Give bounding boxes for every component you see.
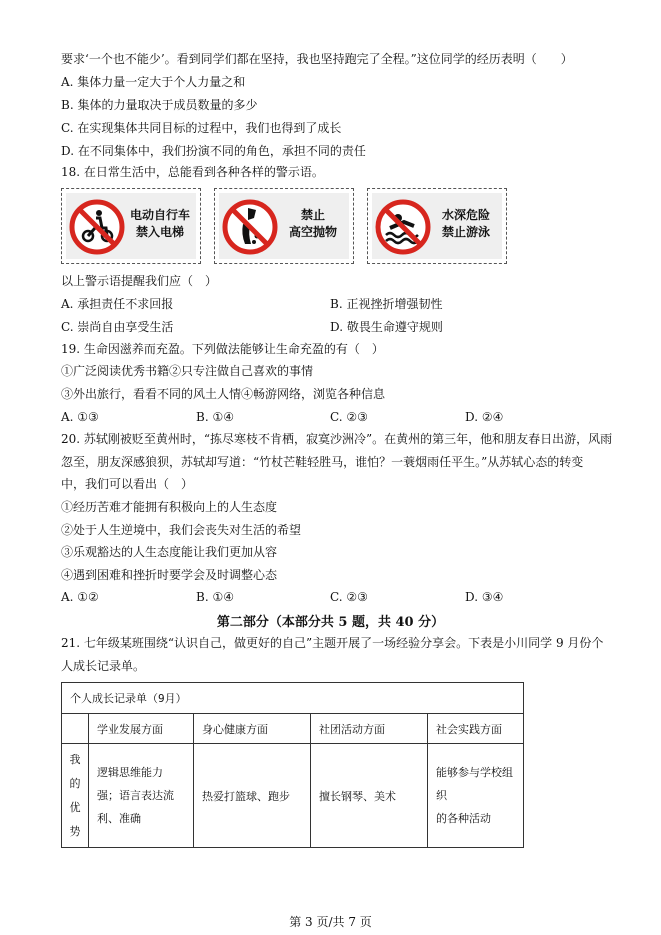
sign-3-line-2: 禁止游泳: [441, 225, 490, 239]
cell-line: 利、准确: [97, 812, 141, 825]
cell-line: 强；语言表达流: [97, 789, 174, 802]
q20-stem-line-1: 20. 苏轼刚被贬至黄州时，“拣尽寒枝不肯栖，寂寞沙洲冷”。在黄州的第三年，他和朋友春日出游，风雨: [61, 432, 613, 446]
q20-item-3: ③乐观豁达的人生态度能让我们更加从容: [61, 545, 278, 559]
part2-heading: 第二部分（本部分共 5 题，共 40 分）: [216, 615, 445, 630]
q17-option-a: A. 集体力量一定大于个人力量之和: [61, 75, 246, 89]
cell-social: [428, 744, 524, 848]
q18-stem: 18. 在日常生活中，总能看到各种各样的警示语。: [61, 165, 324, 179]
cell-line: 擅长钢琴、美术: [319, 789, 396, 803]
q20-option-b: B. ①④: [196, 590, 234, 604]
table-corner: [62, 714, 89, 744]
cell-line: 的各种活动: [436, 812, 491, 825]
cell-line: 逻辑思维能力: [97, 766, 163, 779]
q17-option-b: B. 集体的力量取决于成员数量的多少: [61, 98, 258, 112]
q19-items-2: ③外出旅行，看看不同的风土人情④畅游网络，浏览各种信息: [61, 387, 386, 401]
cell-line: 能够参与学校组织: [436, 766, 513, 802]
page-footer: 第 3 页/共 7 页: [289, 915, 372, 929]
q17-stem-tail: 要求‘一个也不能少’。看到同学们都在坚持，我也坚持跑完了全程。”这位同学的经历表明（ ）: [61, 52, 573, 66]
q20-item-1: ①经历苦难才能拥有积极向上的人生态度: [61, 500, 278, 514]
q20-item-2: ②处于人生逆境中，我们会丧失对生活的希望: [61, 523, 302, 537]
sign-1-line-2: 禁入电梯: [135, 225, 184, 239]
sign-2-line-1: 禁止: [300, 208, 325, 222]
row-label-char: 势: [69, 824, 81, 838]
header-academic: 学业发展方面: [89, 714, 194, 744]
q17-option-d: D. 在不同集体中，我们扮演不同的角色，承担不同的责任: [61, 144, 366, 158]
sign-3-line-1: 水深危险: [441, 208, 490, 222]
q18-option-a: A. 承担责任不求回报: [61, 297, 174, 311]
q18-option-b: B. 正视挫折增强韧性: [330, 297, 443, 311]
q20-stem-line-2: 忽至，朋友深感狼狈，苏轼却写道：“竹杖芒鞋轻胜马，谁怕？一蓑烟雨任平生。”从苏轼心态的转变: [61, 455, 584, 469]
row-label-char: 我: [69, 752, 81, 766]
row-label-char: 优: [69, 800, 81, 814]
no-ebike-icon: [68, 198, 126, 256]
q20-option-c: C. ②③: [330, 590, 368, 604]
table-title: 个人成长记录单（9月）: [62, 683, 524, 714]
warning-sign-throwing: [214, 188, 354, 264]
q18-option-c: C. 崇尚自由享受生活: [61, 320, 174, 334]
no-swimming-icon: [374, 198, 432, 256]
header-clubs: 社团活动方面: [311, 714, 428, 744]
growth-record-table: [61, 682, 524, 848]
cell-clubs: [311, 744, 428, 848]
row-label-strengths: [62, 744, 89, 848]
q19-items-1: ①广泛阅读优秀书籍②只专注做自己喜欢的事情: [61, 364, 314, 378]
cell-academic: [89, 744, 194, 848]
q19-option-a: A. ①③: [61, 410, 99, 424]
q20-stem-line-3: 中，我们可以看出（ ）: [61, 477, 194, 491]
q21-stem-line-1: 21. 七年级某班围绕“认识自己，做更好的自己”主题开展了一场经验分享会。下表是小川同学 9 月份个: [61, 636, 604, 650]
cell-health: [194, 744, 311, 848]
sign-1-line-1: 电动自行车: [129, 208, 190, 222]
q20-option-d: D. ③④: [465, 590, 504, 604]
cell-line: 热爱打篮球、跑步: [202, 789, 290, 803]
q19-option-d: D. ②④: [465, 410, 504, 424]
q18-question: 以上警示语提醒我们应（ ）: [61, 274, 218, 288]
q19-option-b: B. ①④: [196, 410, 234, 424]
no-throwing-icon: [221, 198, 279, 256]
q20-item-4: ④遇到困难和挫折时要学会及时调整心态: [61, 568, 278, 582]
warning-sign-ebike: [61, 188, 201, 264]
q19-stem: 19. 生命因滋养而充盈。下列做法能够让生命充盈的有（ ）: [61, 342, 384, 356]
header-health: 身心健康方面: [194, 714, 311, 744]
q18-option-d: D. 敬畏生命遵守规则: [330, 320, 443, 334]
q19-option-c: C. ②③: [330, 410, 368, 424]
warning-signs: [61, 188, 507, 264]
q20-option-a: A. ①②: [61, 590, 99, 604]
q21-stem-line-2: 人成长记录单。: [61, 659, 146, 673]
sign-2-line-2: 高空抛物: [288, 225, 337, 239]
q17-option-c: C. 在实现集体共同目标的过程中，我们也得到了成长: [61, 121, 342, 135]
warning-sign-swimming: [367, 188, 507, 264]
row-label-char: 的: [69, 776, 81, 790]
header-social: 社会实践方面: [428, 714, 524, 744]
